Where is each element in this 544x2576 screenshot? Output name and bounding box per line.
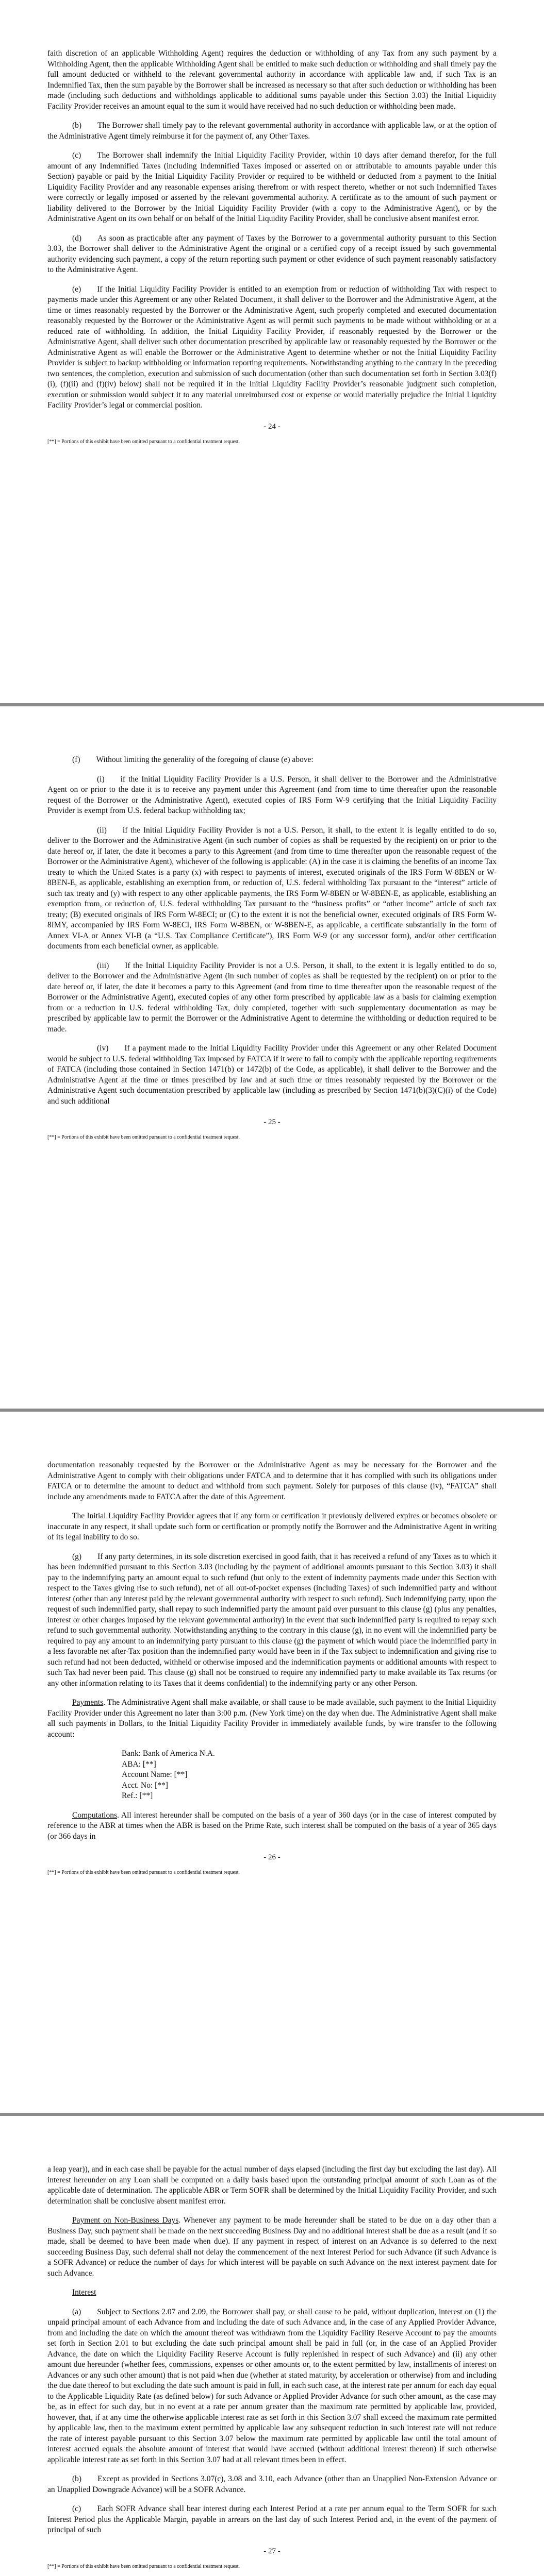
document-page-24 [0,0,544,703]
paragraph-payments [47,1698,497,1740]
interest-heading: Interest [72,2288,96,2297]
paragraph-e-exemption-documentation: (e) If the Initial Liquidity Facility Provider is entitled to an exemption from or reduction of withholding Tax with respect to payments made under this Agreement or any other Related Document, it shall deliver to the Borrower and the Administrative Agent, at the time or times reasonably requested by the Borrower or the Administrative Agent, such properly completed and executed documentation reasonably requested by the Borrower or the Administrative Agent as will permit such payments to be made without withholding or at a reduced rate of withholding. In addition, the Initial Liquidity Facility Provider, if reasonably requested by the Borrower or the Administrative Agent, shall deliver such other documentation prescribed by applicable law or reasonably requested by the Borrower or the Administrative Agent as will enable the Borrower or the Administrative Agent to determine whether or not the Initial Liquidity Facility Provider is subject to backup withholding or information reporting requirements. Notwithstanding anything to the contrary in the preceding two sentences, the completion, execution and submission of such documentation (other than such documentation set forth in Section 3.03(f)(i), (f)(ii) and (f)(iv) below) shall not be required if in the Initial Liquidity Facility Provider’s reasonable judgment such completion, execution or submission would subject it to any material unreimbursed cost or expense or would materially prejudice the Initial Liquidity Facility Provider’s legal or commercial position. [47,284,497,410]
document-page-26 [0,1412,544,2113]
paragraph-d-evidence-of-payment: (d) As soon as practicable after any payment of Taxes by the Borrower to a governmental authority pursuant to this Section 3.03, the Borrower shall deliver to the Administrative Agent the original or a certified copy of a receipt issued by such governmental authority evidencing such payment, a copy of the return reporting such payment or other evidence of such payment reasonably satisfactory to the Administrative Agent. [47,233,497,274]
paragraph-computations-continued: a leap year)), and in each case shall be payable for the actual number of days elapsed (including the first day but excluding the last day). All interest hereunder on any Loan shall be computed on a daily basis based upon the outstanding principal amount of such Loan as of the applicable date of determination. The applicable ABR or Term SOFR shall be determined by the Initial Liquidity Facility Provider, and such determination shall be conclusive absent manifest error. [47,2165,497,2206]
payments-heading: Payments [72,1698,104,1707]
computations-heading: Computations [72,1810,117,1820]
paragraph-fatca-continued: documentation reasonably requested by the Borrower or the Administrative Agent as may be necessary for the Borrower and the Administrative Agent to comply with their obligations under FATCA and to determine that it has complied with such its obligations under FATCA or to determine the amount to deduct and withhold from such payment. Solely for purposes of this clause (iv), “FATCA” shall include any amendments made to FATCA after the date of this Agreement. [47,1461,497,1501]
page-number: - 24 - [263,422,281,431]
paragraph-computations [47,1810,497,1842]
account-number: Acct. No: [**] [122,1781,168,1790]
paragraph-withholding-continued: faith discretion of an applicable Withholding Agent) requires the deduction or withholding of any Tax from any such payment by a Withholding Agent, then the applicable Withholding Agent shall be entitled to make such deduction or withholding and shall timely pay the full amount deducted or withheld to the relevant governmental authority in accordance with applicable law and, if such Tax is an Indemnified Tax, then the sum payable by the Borrower shall be increased as necessary so that after such deduction or withholding has been made (including such deductions and withholdings applicable to additional sums payable under this Section 3.03) the Initial Liquidity Facility Provider receives an amount equal to the sum it would have received had no such deduction or withholding been made. [47,49,497,111]
document-page-25 [0,706,544,1409]
non-business-days-text: . Whenever any payment to be made hereunder shall be stated to be due on a day other than a Business Day, such payment shall be made on the next succeeding Business Day and no additional interest shall be due as a result (and if so made, shall be deemed to have been made when due). If any payment in respect of interest on an Advance is so deferred to the next succeeding Business Day, such deferral shall not delay the commencement of the next Interest Period for such Advance (if such Advance is a SOFR Advance) or reduce the number of days for which interest will be payable on such Advance on the next interest payment date for such Advance. [47,2216,497,2278]
bank-name: Bank: Bank of America N.A. [122,1749,215,1758]
document-page-27 [0,2116,544,2576]
account-name: Account Name: [**] [122,1770,188,1779]
confidential-treatment-footnote: [**] = Portions of this exhibit have been omitted pursuant to a confidential treatment request. [47,438,240,445]
payments-text: . The Administrative Agent shall make available, or shall cause to be made available, such payment to the Initial Liquidity Facility Provider under this Agreement no later than 3:00 p.m. (New York time) on the day when due. The Administrative Agent shall make all such payments in Dollars, to the Initial Liquidity Facility Provider in immediately available funds, by wire transfer to the following account: [47,1698,497,1739]
paragraph-f-without-limiting: (f) Without limiting the generality of the foregoing of clause (e) above: [72,755,314,764]
paragraph-form-update-agreement: The Initial Liquidity Facility Provider agrees that if any form or certification it previously delivered expires or becomes obsolete or inaccurate in any respect, it shall update such form or certification or promptly notify the Borrower and the Administrative Agent in writing of its legal inability to do so. [47,1512,497,1541]
paragraph-f-ii-non-us-person: (ii) if the Initial Liquidity Facility Provider is not a U.S. Person, it shall, to the extent it is legally entitled to do so, deliver to the Borrower and the Administrative Agent (in such number of copies as shall be requested by the recipient) on or prior to the date hereof or, if later, the date it becomes a party to this Agreement (and from time to time thereafter upon the reasonable request of the Borrower or the Administrative Agent), whichever of the following is applicable: (A) in the case it is claiming the benefits of an income Tax treaty to which the United States is a party (x) with respect to payments of interest, executed originals of the IRS Form W-8BEN or W-8BEN-E, as applicable, establishing an exemption from, or reduction of, U.S. federal withholding Tax pursuant to the “interest” article of such tax treaty and (y) with respect to any other applicable payments, the IRS Form W-8BEN or W-8BEN-E, as applicable, establishing an exemption from, or reduction of, U.S. federal withholding Tax pursuant to the “business profits” or “other income” article of such tax treaty; (B) executed originals of IRS Form W-8ECI; or (C) to the extent it is not the beneficial owner, executed originals of IRS Form W-8IMY, accompanied by IRS Form W-8ECI, IRS Form W-8BEN, or W-8BEN-E, as applicable, a certificate substantially in the form of Annex VI-A or Annex VI-B (a “U.S. Tax Compliance Certificate”), IRS Form W-9 (or any successor form), and/or other certification documents from each beneficial owner, as applicable. [47,825,497,951]
paragraph-g-refunds: (g) If any party determines, in its sole discretion exercised in good faith, that it has received a refund of any Taxes as to which it has been indemnified pursuant to this Section 3.03 (including by the payment of additional amounts pursuant to this Section 3.03) it shall pay to the indemnifying party an amount equal to such refund (but only to the extent of indemnity payments made under this Section with respect to the Taxes giving rise to such refund), net of all out-of-pocket expenses (including Taxes) of such indemnified party and without interest (other than any interest paid by the relevant governmental authority with respect to such refund). Such indemnifying party, upon the request of such indemnified party, shall repay to such indemnified party the amount paid over pursuant to this clause (g) (plus any penalties, interest or other charges imposed by the relevant governmental authority) in the event that such indemnified party is required to repay such refund to such governmental authority. Notwithstanding anything to the contrary in this clause (g), in no event will the indemnified party be required to pay any amount to an indemnifying party pursuant to this clause (g) the payment of which would place the indemnified party in a less favorable net after-Tax position than the indemnified party would have been in if the Tax subject to indemnification and giving rise to such refund had not been deducted, withheld or otherwise imposed and the indemnification payments or additional amounts with respect to such Tax had never been paid. This clause (g) shall not be construed to require any indemnified party to make available its Tax returns (or any other information relating to its Taxes that it deems confidential) to the indemnifying party or any other Person. [47,1552,497,1688]
paragraph-c-sofr-interest: (c) Each SOFR Advance shall bear interest during each Interest Period at a rate per annum equal to the Term SOFR for such Interest Period plus the Applicable Margin, payable in arrears on the last day of such Interest Period and, in the event of the payment of principal of such [47,2504,497,2534]
confidential-treatment-footnote: [**] = Portions of this exhibit have been omitted pursuant to a confidential treatment request. [47,1134,240,1140]
paragraph-b-other-taxes: (b) The Borrower shall timely pay to the relevant governmental authority in accordance with applicable law, or at the option of the Administrative Agent timely reimburse it for the payment of, any Other Taxes. [47,121,497,141]
page-number: - 25 - [263,1118,281,1126]
page-number: - 27 - [263,2547,281,2555]
interest-heading-line [47,2287,497,2298]
paragraph-f-iii-other-forms: (iii) If the Initial Liquidity Facility Provider is not a U.S. Person, it shall, to the extent it is legally entitled to do so, deliver to the Borrower and the Administrative Agent (in such number of copies as shall be requested by the recipient) on or prior to the date hereof or, if later, the date it becomes a party to this Agreement (and from time to time thereafter upon the reasonable request of the Borrower or the Administrative Agent), executed copies of any other form prescribed by applicable law as a basis for claiming exemption from or a reduction in U.S. federal withholding Tax, duly completed, together with such supplementary documentation as may be prescribed by applicable law to permit the Borrower or the Administrative Agent to determine the withholding or deduction required to be made. [47,961,497,1033]
confidential-treatment-footnote: [**] = Portions of this exhibit have been omitted pursuant to a confidential treatment request. [47,1870,240,1875]
paragraph-b-sofr-advance: (b) Except as provided in Sections 3.07(c), 3.08 and 3.10, each Advance (other than an Unapplied Non-Extension Advance or an Unapplied Downgrade Advance) will be a SOFR Advance. [47,2475,497,2494]
page-number: - 26 - [263,1853,281,1861]
paragraph-non-business-days [47,2215,497,2279]
paragraph-f-i-us-person: (i) if the Initial Liquidity Facility Provider is a U.S. Person, it shall deliver to the Borrower and the Administrative Agent on or prior to the date it is to receive any payment under this Agreement (and from time to time thereafter upon the reasonable request of the Borrower or the Administrative Agent), executed copies of IRS Form W-9 certifying that the Initial Liquidity Facility Provider is exempt from U.S. federal backup withholding tax; [47,774,497,815]
aba-number: ABA: [**] [122,1759,156,1769]
computations-text: . All interest hereunder shall be computed on the basis of a year of 360 days (or in the case of interest computed by reference to the ABR at times when the ABR is based on the Prime Rate, such interest shall be computed on the basis of a year of 365 days (or 366 days in [47,1810,497,1841]
confidential-treatment-footnote: [**] = Portions of this exhibit have been omitted pursuant to a confidential treatment request. [47,2563,240,2569]
paragraph-c-indemnification: (c) The Borrower shall indemnify the Initial Liquidity Facility Provider, within 10 days after demand therefor, for the full amount of any Indemnified Taxes (including Indemnified Taxes imposed or asserted on or attributable to amounts payable under this Section) payable or paid by the Initial Liquidity Facility Provider or required to be withheld or deducted from a payment to the Initial Liquidity Facility Provider and any reasonable expenses arising therefrom or with respect thereto, whether or not such Indemnified Taxes were correctly or legally imposed or asserted by the relevant governmental authority. A certificate as to the amount of such payment or liability delivered to the Borrower by the Initial Liquidity Facility Provider (with a copy to the Administrative Agent), or by the Administrative Agent on its own behalf or on behalf of the Initial Liquidity Facility Provider, shall be conclusive absent manifest error. [47,151,497,223]
non-business-days-heading: Payment on Non-Business Days [72,2216,179,2225]
paragraph-a-interest: (a) Subject to Sections 2.07 and 2.09, the Borrower shall pay, or shall cause to be paid, without duplication, interest on (1) the unpaid principal amount of each Advance from and including the date of such Advance and, in the case of any Applied Provider Advance, from and including the date on which the amount thereof was withdrawn from the Liquidity Facility Reserve Account to pay the amounts set forth in Section 2.01 to but excluding the date such principal amount shall be paid in full (or, in the case of an Applied Provider Advance, the date on which the Liquidity Facility Reserve Account is fully replenished in respect of such Advance) and (ii) any other amount due hereunder (whether fees, commissions, expenses or other amounts or, to the extent permitted by law, installments of interest on Advances or any such other amount) that is not paid when due (whether at stated maturity, by acceleration or otherwise) from and including the due date thereof to but excluding the date such amount is paid in full, in each such case, at the interest rate per annum for each day equal to the Applicable Liquidity Rate (as defined below) for such Advance or Applied Provider Advance for such other amount, as the case may be, as in effect for such day, but in no event at a rate per annum greater than the maximum rate permitted by applicable law, provided, however, that, if at any time the otherwise applicable interest rate as set forth in this Section 3.07 shall exceed the maximum rate permitted by applicable law, then to the maximum extent permitted by applicable law any subsequent reduction in such interest rate will not reduce the rate of interest payable pursuant to this Section 3.07 below the maximum rate permitted by applicable law until the total amount of interest accrued equals the absolute amount of interest that would have accrued (without additional interest thereon) if such otherwise applicable interest rate as set forth in this Section 3.07 had at all relevant times been in effect. [47,2307,497,2464]
wire-account-details [47,1749,497,1802]
paragraph-f-iv-fatca: (iv) If a payment made to the Initial Liquidity Facility Provider under this Agreement or any other Related Document would be subject to U.S. federal withholding Tax imposed by FATCA if it were to fail to comply with the applicable reporting requirements of FATCA (including those contained in Section 1471(b) or 1472(b) of the Code, as applicable), it shall deliver to the Borrower and the Administrative Agent at the time or times prescribed by law and at such time or times reasonably requested by the Borrower or the Administrative Agent such documentation prescribed by applicable law (including as prescribed by Section 1471(b)(3)(C)(i) of the Code) and such additional [47,1044,497,1106]
reference: Ref.: [**] [122,1791,153,1800]
